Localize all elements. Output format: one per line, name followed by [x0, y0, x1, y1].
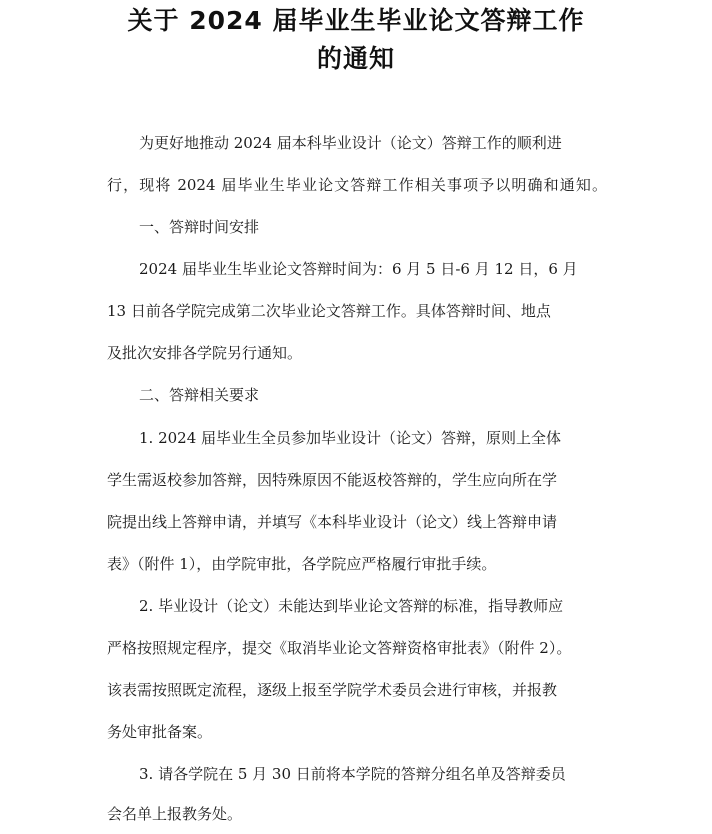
item-1-line-1: 1. 2024 届毕业生全员参加毕业设计（论文）答辩，原则上全体 [139, 429, 562, 447]
intro-line-2: 行，现将 2024 届毕业生毕业论文答辩工作相关事项予以明确和通知。 [107, 176, 607, 194]
item-2-line-2: 严格按照规定程序，提交《取消毕业论文答辩资格审批表》（附件 2）。 [107, 639, 572, 657]
section-1-body-line-3: 及批次安排各学院另行通知。 [107, 344, 303, 362]
item-1-line-4: 表》（附件 1），由学院审批，各学院应严格履行审批手续。 [107, 555, 497, 573]
item-2-line-3: 该表需按照既定流程，逐级上报至学院学术委员会进行审核，并报教 [107, 681, 558, 699]
document-title-line-2: 的通知 [316, 44, 395, 73]
intro-line-1: 为更好地推动 2024 届本科毕业设计（论文）答辩工作的顺利进 [139, 134, 562, 152]
section-1-body-line-2: 13 日前各学院完成第二次毕业论文答辩工作。具体答辩时间、地点 [107, 302, 551, 320]
item-3-line-1: 3. 请各学院在 5 月 30 日前将本学院的答辩分组名单及答辩委员 [139, 765, 566, 783]
item-2-line-4: 务处审批备案。 [107, 723, 213, 741]
item-3-line-2: 会名单上报教务处。 [107, 805, 243, 823]
section-1-heading: 一、答辩时间安排 [139, 218, 260, 236]
item-1-line-3: 院提出线上答辩申请，并填写《本科毕业设计（论文）线上答辩申请 [107, 513, 558, 531]
item-1-line-2: 学生需返校参加答辩，因特殊原因不能返校答辩的，学生应向所在学 [107, 471, 558, 489]
item-2-line-1: 2. 毕业设计（论文）未能达到毕业论文答辩的标准，指导教师应 [139, 597, 564, 615]
document-title-line-1: 关于 2024 届毕业生毕业论文答辩工作 [127, 6, 585, 35]
section-1-body-line-1: 2024 届毕业生毕业论文答辩时间为：6 月 5 日-6 月 12 日，6 月 [139, 260, 578, 278]
section-2-heading: 二、答辩相关要求 [139, 386, 260, 404]
